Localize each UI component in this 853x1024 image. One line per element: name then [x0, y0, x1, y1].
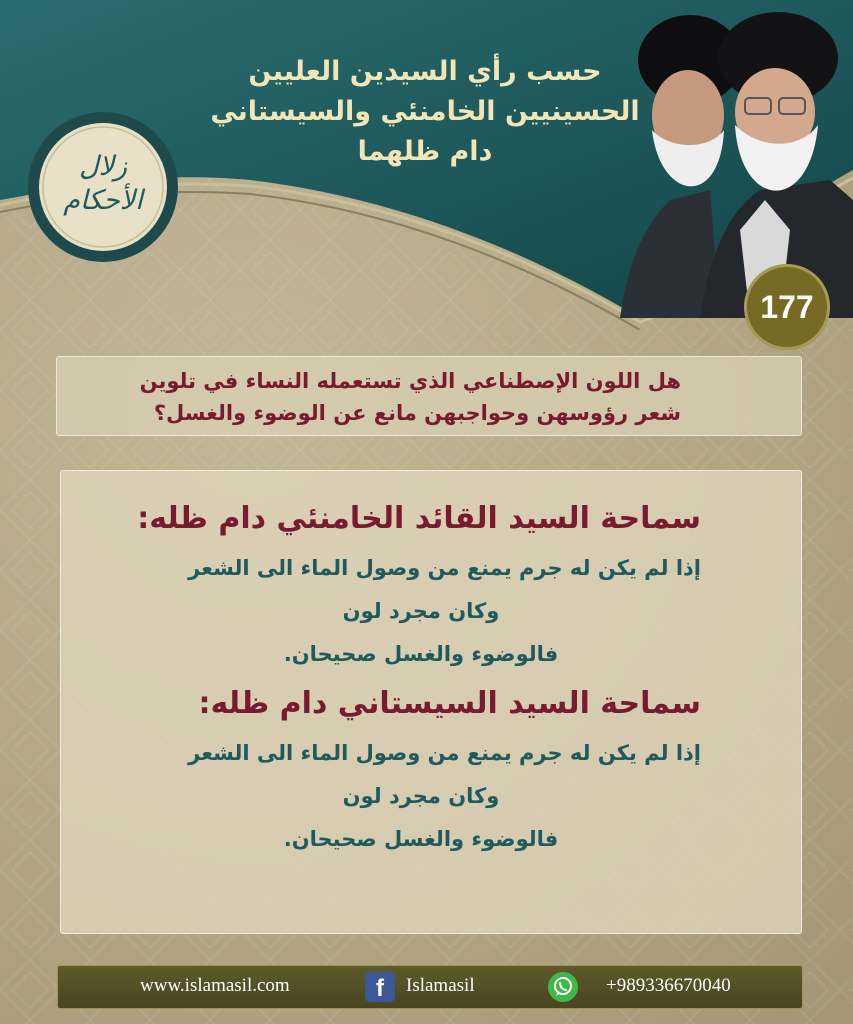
- header-title-line: حسب رأي السيدين العليين: [248, 56, 602, 87]
- number-badge: 177: [744, 264, 830, 350]
- logo-line: الأحكام: [63, 185, 143, 216]
- ruling-line: فالوضوء والغسل صحيحان.: [283, 827, 559, 851]
- authority-heading: سماحة السيد القائد الخامنئي دام ظله:: [137, 501, 701, 536]
- website-link[interactable]: www.islamasil.com: [140, 975, 290, 996]
- facebook-icon[interactable]: f: [365, 972, 395, 1002]
- answer-content: [137, 491, 701, 861]
- question-line: هل اللون الإصطناعي الذي تستعمله النساء في تلوين: [139, 369, 681, 393]
- logo-line: زلال: [78, 151, 128, 182]
- ruling-line: فالوضوء والغسل صحيحان.: [283, 642, 559, 666]
- whatsapp-icon[interactable]: [548, 972, 578, 1002]
- header-title-line: دام ظلهما: [357, 136, 493, 167]
- logo-text: [28, 150, 178, 218]
- scholars-portrait: [590, 0, 853, 320]
- ruling-line: إذا لم يكن له جرم يمنع من وصول الماء الى الشعر: [188, 741, 701, 765]
- question-text: [121, 365, 681, 429]
- ruling-line: وكان مجرد لون: [342, 784, 500, 808]
- header-title: [200, 52, 650, 172]
- phone-number[interactable]: +989336670040: [606, 975, 731, 996]
- ruling-line: إذا لم يكن له جرم يمنع من وصول الماء الى الشعر: [188, 556, 701, 580]
- facebook-handle[interactable]: Islamasil: [406, 975, 475, 996]
- header-title-line: الحسينيين الخامنئي والسيستاني: [210, 96, 640, 127]
- footer-bar: [57, 965, 803, 1009]
- ruling-line: وكان مجرد لون: [342, 599, 500, 623]
- question-box: [56, 356, 802, 436]
- authority-heading: سماحة السيد السيستاني دام ظله:: [198, 686, 701, 721]
- question-line: شعر رؤوسهن وحواجبهن مانع عن الوضوء والغسل؟: [153, 401, 681, 425]
- answer-box: [60, 470, 802, 934]
